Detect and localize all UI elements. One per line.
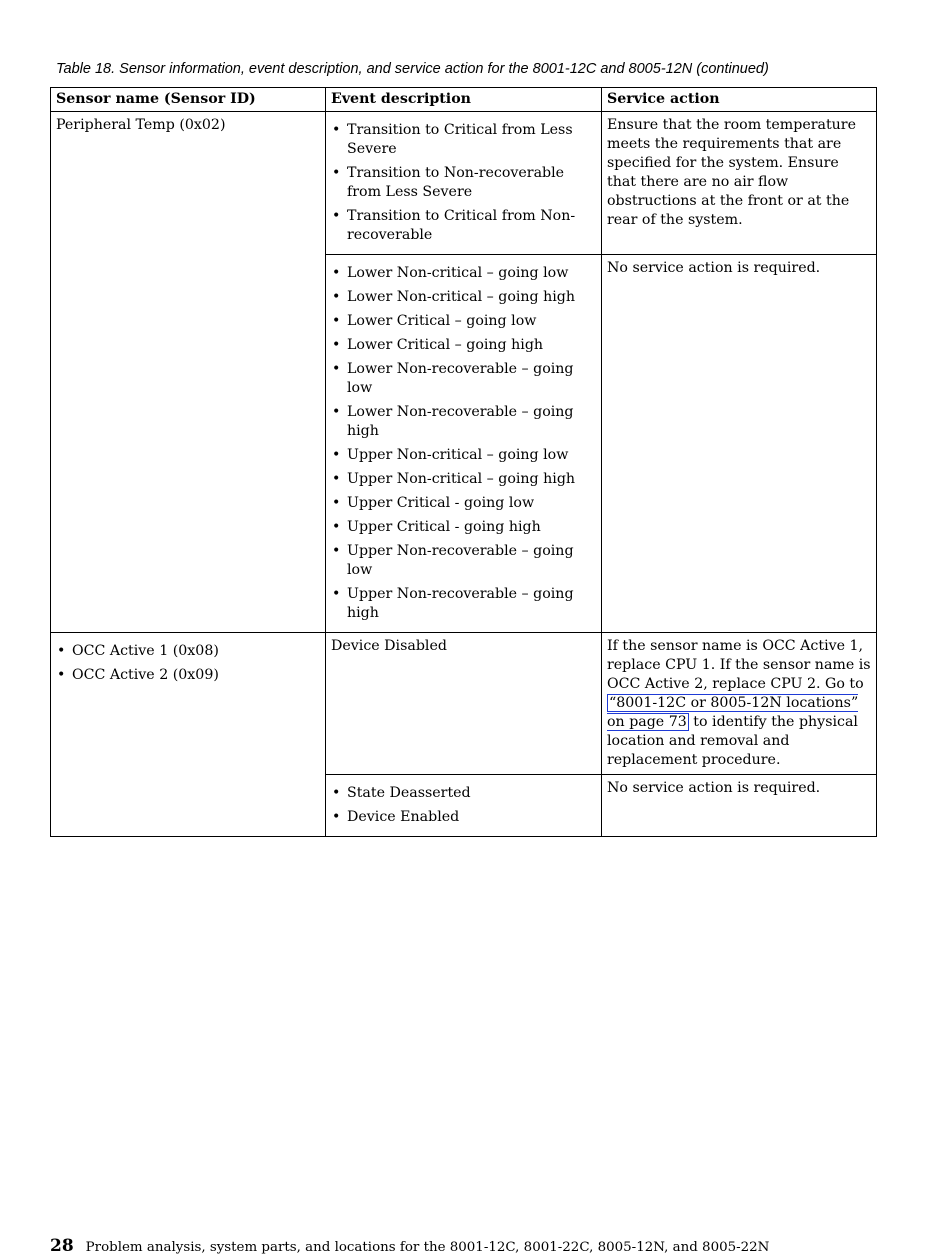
sensor-item: • OCC Active 2 (0x09): [56, 666, 320, 685]
event-description-cell: [326, 775, 602, 837]
column-header-event: Event description: [326, 88, 602, 112]
event-item: • Lower Critical – going high: [331, 336, 596, 355]
action-text: to identify the physical location and removal and replacement procedure.: [607, 714, 858, 768]
event-item: • Upper Non-critical – going high: [331, 470, 596, 489]
column-header-action: Service action: [602, 88, 877, 112]
locations-link[interactable]: “8001-12C or 8005-12N locations” on page 73: [607, 695, 859, 730]
event-item: • Lower Non-recoverable – going high: [331, 403, 596, 441]
table-header-row: [51, 88, 877, 112]
event-item: • State Deasserted: [331, 784, 596, 803]
sensor-name-cell: Peripheral Temp (0x02): [51, 112, 326, 633]
event-item: • Lower Non-critical – going high: [331, 288, 596, 307]
page-number: 28: [50, 1236, 74, 1256]
event-item: • Lower Critical – going low: [331, 312, 596, 331]
sensor-item: • OCC Active 1 (0x08): [56, 642, 320, 661]
table-row: [51, 112, 877, 255]
footer-text: Problem analysis, system parts, and locations for the 8001-12C, 8001-22C, 8005-12N, and 8005-22N: [85, 1240, 770, 1255]
event-item: • Transition to Non-recoverable from Less Severe: [331, 164, 596, 202]
sensor-name-cell: [51, 633, 326, 837]
page-footer: [50, 1236, 769, 1256]
event-list: [331, 784, 596, 827]
event-item: • Lower Non-recoverable – going low: [331, 360, 596, 398]
event-item: • Upper Non-recoverable – going high: [331, 585, 596, 623]
event-list: [331, 121, 596, 245]
event-item: • Lower Non-critical – going low: [331, 264, 596, 283]
event-item: • Upper Critical - going low: [331, 494, 596, 513]
event-item: • Upper Critical - going high: [331, 518, 596, 537]
table-caption: Table 18. Sensor information, event description, and service action for the 8001-12C and 8005-12N (continued): [56, 61, 769, 77]
event-description-cell: [326, 255, 602, 633]
table-row: [51, 633, 877, 775]
service-action-cell: No service action is required.: [602, 775, 877, 837]
sensor-list: [56, 642, 320, 685]
column-header-sensor: Sensor name (Sensor ID): [51, 88, 326, 112]
event-item: • Transition to Critical from Non-recoverable: [331, 207, 596, 245]
event-item: • Upper Non-critical – going low: [331, 446, 596, 465]
service-action-cell: [602, 633, 877, 775]
event-description-cell: [326, 112, 602, 255]
service-action-cell: No service action is required.: [602, 255, 877, 633]
service-action-cell: Ensure that the room temperature meets the requirements that are specified for the system. Ensure that there are no air flow obstructions at the front or at the rear of the system.: [602, 112, 877, 255]
event-item: • Transition to Critical from Less Severe: [331, 121, 596, 159]
event-list: [331, 264, 596, 623]
event-description-cell: Device Disabled: [326, 633, 602, 775]
sensor-table: [50, 87, 877, 837]
event-item: • Upper Non-recoverable – going low: [331, 542, 596, 580]
event-item: • Device Enabled: [331, 808, 596, 827]
action-text: If the sensor name is OCC Active 1, replace CPU 1. If the sensor name is OCC Active 2, replace CPU 2. Go to: [607, 638, 871, 692]
